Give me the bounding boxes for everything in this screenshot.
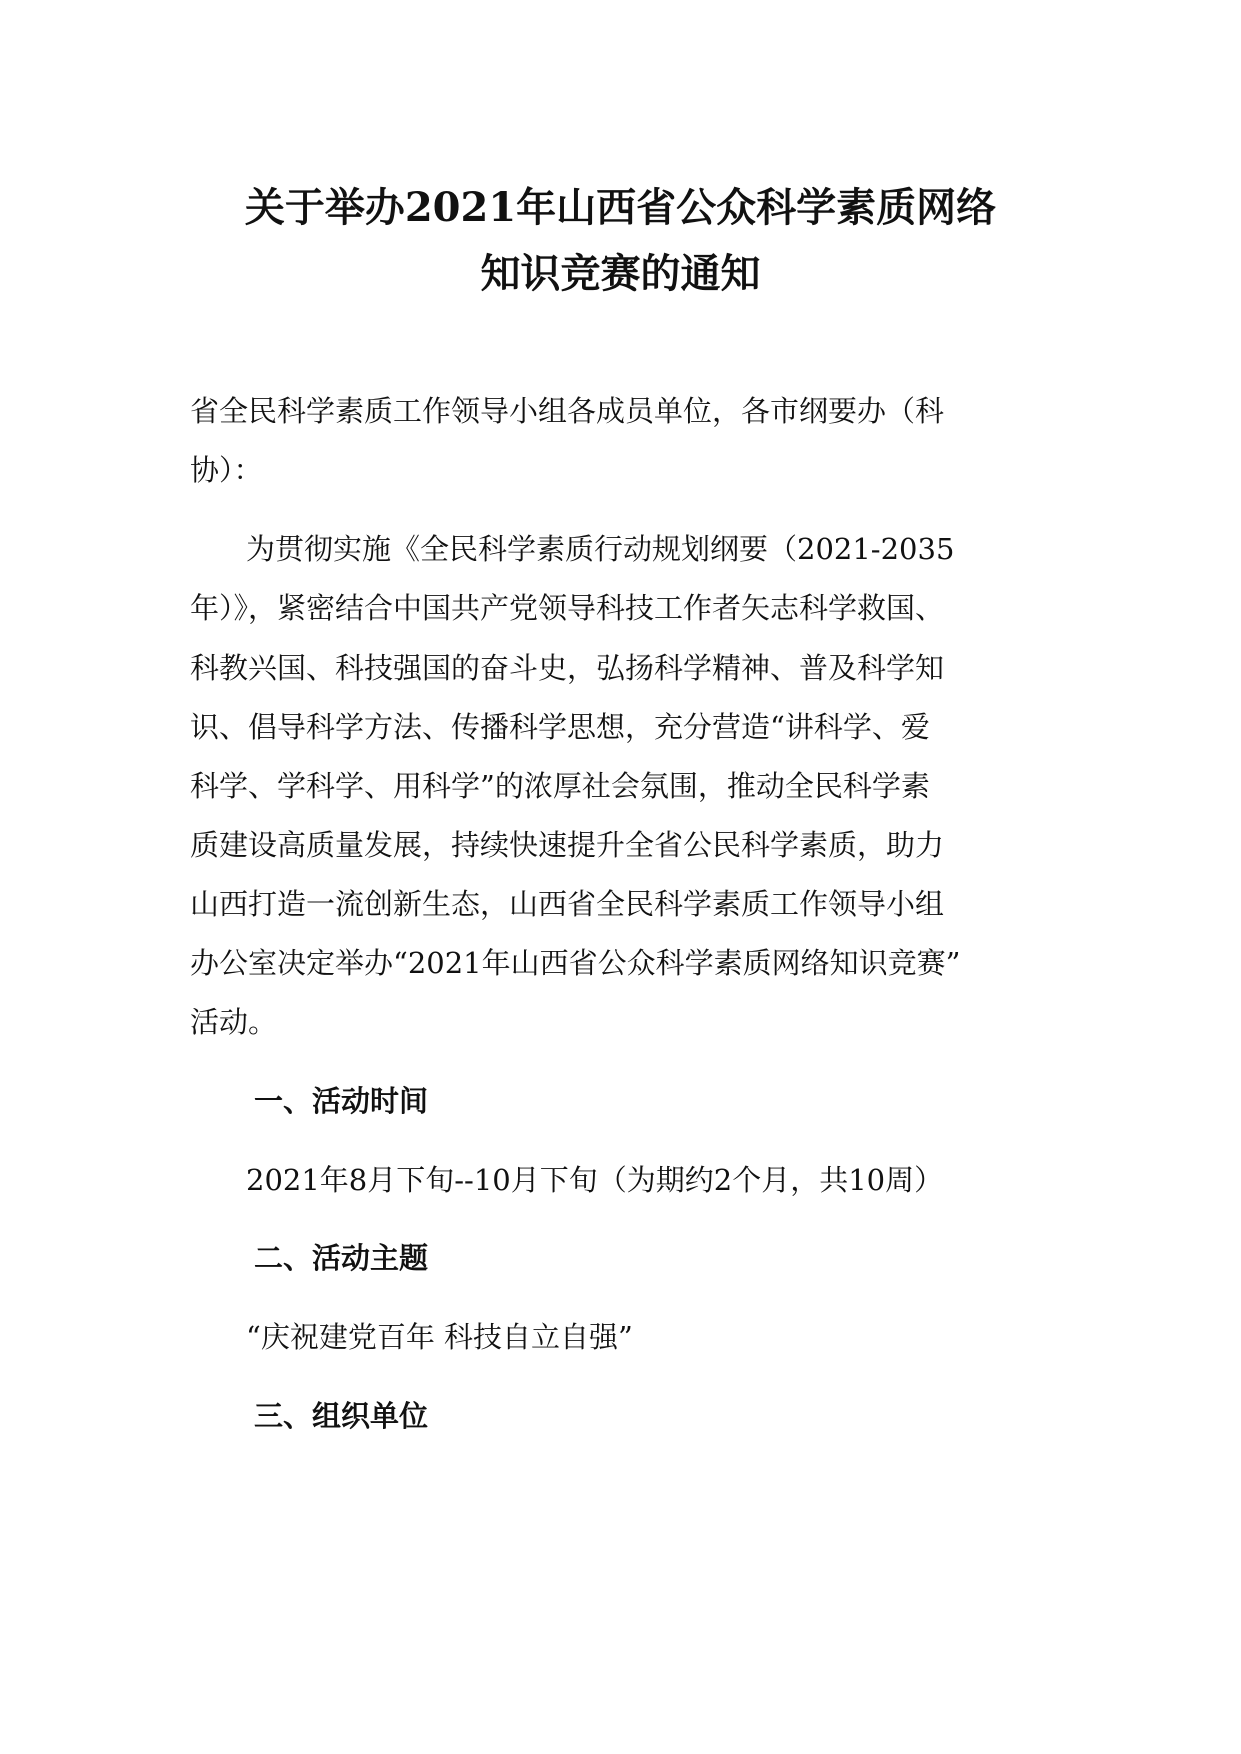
section-content-activity-time: 2021年8月下旬--10月下旬（为期约2个月，共10周）: [246, 1163, 944, 1197]
section-heading-activity-theme: 二、活动主题: [254, 1241, 429, 1275]
intro-line-6: 质建设高质量发展，持续快速提升全省公民科学素质，助力: [190, 828, 945, 862]
intro-line-1: 为贯彻实施《全民科学素质行动规划纲要（2021-2035: [246, 532, 955, 566]
salutation-line-2: 协）：: [190, 453, 263, 487]
document-title-line-1: 关于举办2021年山西省公众科学素质网络: [244, 184, 997, 231]
intro-line-8: 办公室决定举办“2021年山西省公众科学素质网络知识竞赛”: [190, 946, 961, 980]
intro-line-2: 年）》，紧密结合中国共产党领导科技工作者矢志科学救国、: [190, 591, 945, 625]
document-title-line-2: 知识竞赛的通知: [480, 250, 761, 297]
section-content-activity-theme: “庆祝建党百年 科技自立自强”: [246, 1320, 633, 1354]
intro-line-4: 识、倡导科学方法、传播科学思想，充分营造“讲科学、爱: [190, 710, 930, 744]
section-heading-organizers: 三、组织单位: [254, 1399, 429, 1433]
section-heading-activity-time: 一、活动时间: [254, 1084, 429, 1118]
intro-line-7: 山西打造一流创新生态，山西省全民科学素质工作领导小组: [190, 887, 945, 921]
intro-line-5: 科学、学科学、用科学”的浓厚社会氛围，推动全民科学素: [190, 769, 930, 803]
intro-line-3: 科教兴国、科技强国的奋斗史，弘扬科学精神、普及科学知: [190, 651, 945, 685]
salutation-line-1: 省全民科学素质工作领导小组各成员单位，各市纲要办（科: [190, 394, 945, 428]
intro-line-9: 活动。: [190, 1005, 278, 1039]
